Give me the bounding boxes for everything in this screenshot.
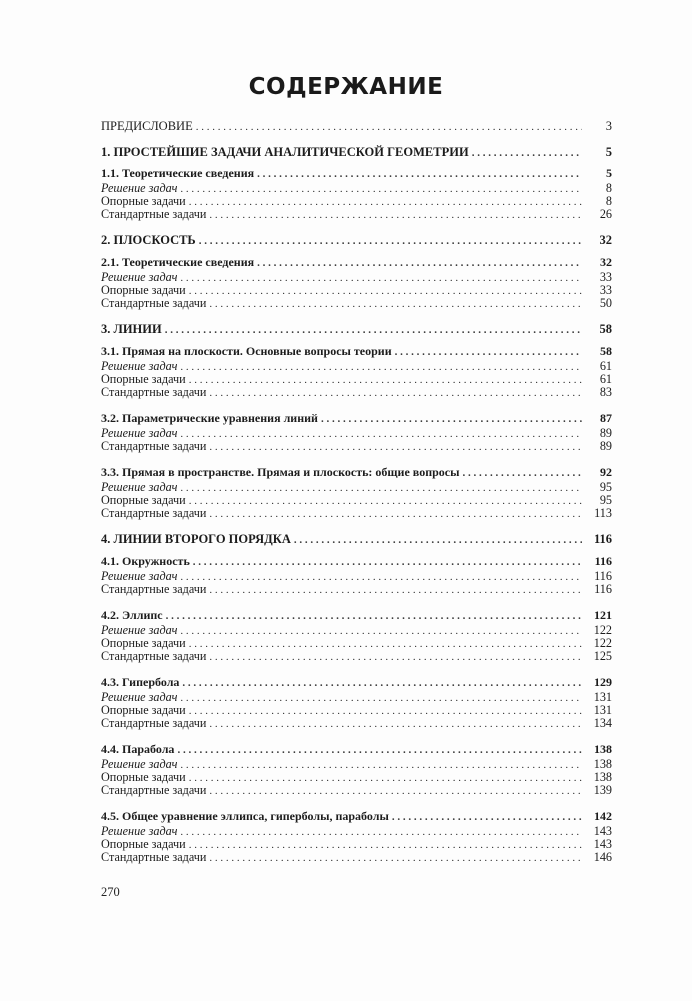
- toc-entry-page: 61: [599, 359, 612, 373]
- toc-entry-label: Опорные задачи: [101, 372, 186, 386]
- toc-entry-item: [101, 851, 612, 865]
- toc-entry-chapter: [101, 146, 612, 160]
- page-title: СОДЕРЖАНИЕ: [248, 74, 444, 100]
- dot-leader: [257, 257, 582, 270]
- toc-entry-item: [101, 717, 612, 731]
- toc-entry-page: 89: [599, 426, 612, 440]
- toc-entry-page: 142: [594, 809, 612, 823]
- dot-leader: [209, 298, 582, 311]
- toc-entry-page: 116: [594, 569, 612, 583]
- toc-entry-label: Опорные задачи: [101, 194, 186, 208]
- toc-entry-section: [101, 466, 612, 480]
- toc-entry-item: [101, 784, 612, 798]
- toc-entry-label: Решение задач: [101, 623, 178, 637]
- toc-entry-label: Стандартные задачи: [101, 439, 207, 453]
- toc-entry-label: Стандартные задачи: [101, 716, 207, 730]
- toc-entry-plain-top: [101, 120, 612, 134]
- dot-leader: [209, 651, 582, 664]
- toc-entry-page: 58: [599, 322, 612, 336]
- dot-leader: [392, 811, 582, 824]
- toc-entry-item: [101, 650, 612, 664]
- dot-leader: [196, 121, 582, 134]
- toc-entry-label: ПРЕДИСЛОВИЕ: [101, 119, 193, 133]
- toc-entry-label: Решение задач: [101, 569, 178, 583]
- dot-leader: [165, 324, 582, 337]
- toc-entry-page: 125: [593, 649, 612, 663]
- dot-leader: [294, 534, 582, 547]
- toc-entry-page: 143: [593, 837, 612, 851]
- toc-entry-page: 95: [599, 493, 612, 507]
- toc-entry-page: 5: [606, 166, 612, 180]
- page-number: 270: [101, 885, 120, 899]
- dot-leader: [209, 387, 582, 400]
- toc-entry-label: Опорные задачи: [101, 283, 186, 297]
- toc-entry-label: Решение задач: [101, 480, 178, 494]
- toc-entry-chapter: [101, 234, 612, 248]
- toc-entry-label: 2. ПЛОСКОСТЬ: [101, 233, 196, 247]
- toc-entry-label: Опорные задачи: [101, 636, 186, 650]
- toc-entry-page: 83: [599, 385, 612, 399]
- toc-entry-page: 92: [600, 465, 612, 479]
- toc-entry-section: [101, 810, 612, 824]
- toc-entry-page: 95: [599, 480, 612, 494]
- toc-entry-label: Стандартные задачи: [101, 296, 207, 310]
- toc-entry-page: 32: [600, 255, 612, 269]
- toc-entry-label: 1.1. Теоретические сведения: [101, 166, 255, 180]
- dot-leader: [209, 209, 582, 222]
- toc-entry-section: [101, 345, 612, 359]
- toc-entry-item: [101, 583, 612, 597]
- toc-entry-label: 4.2. Эллипс: [101, 608, 163, 622]
- dot-leader: [472, 147, 582, 160]
- toc-entry-label: 4.3. Гипербола: [101, 675, 180, 689]
- toc-entry-section: [101, 167, 612, 181]
- toc-entry-label: Решение задач: [101, 270, 178, 284]
- toc-entry-item: [101, 440, 612, 454]
- toc-entry-page: 89: [599, 439, 612, 453]
- toc-entry-label: Решение задач: [101, 426, 178, 440]
- toc-entry-page: 131: [593, 703, 612, 717]
- toc-entry-page: 116: [594, 582, 612, 596]
- toc-entry-page: 131: [593, 690, 612, 704]
- toc-entry-label: Стандартные задачи: [101, 506, 207, 520]
- toc-entry-page: 116: [593, 532, 612, 546]
- toc-entry-page: 121: [594, 608, 612, 622]
- toc-entry-label: Решение задач: [101, 181, 178, 195]
- dot-leader: [209, 584, 582, 597]
- toc-entry-section: [101, 743, 612, 757]
- toc-entry-item: [101, 507, 612, 521]
- toc-entry-section: [101, 609, 612, 623]
- toc-entry-page: 61: [599, 372, 612, 386]
- toc-entry-page: 3: [605, 119, 612, 133]
- dot-leader: [193, 556, 582, 569]
- toc-entry-label: 4.1. Окружность: [101, 554, 190, 568]
- toc-entry-label: Стандартные задачи: [101, 649, 207, 663]
- toc-entry-section: [101, 256, 612, 270]
- toc-entry-label: 3.3. Прямая в пространстве. Прямая и плоскость: общие вопросы: [101, 465, 460, 479]
- toc-entry-section: [101, 412, 612, 426]
- dot-leader: [177, 744, 582, 757]
- toc-entry-page: 116: [594, 554, 612, 568]
- toc-entry-chapter: [101, 533, 612, 547]
- toc-entry-page: 33: [599, 283, 612, 297]
- toc-entry-label: 1. ПРОСТЕЙШИЕ ЗАДАЧИ АНАЛИТИЧЕСКОЙ ГЕОМЕТРИИ: [101, 145, 469, 159]
- toc-entry-page: 138: [594, 742, 612, 756]
- toc-entry-label: Опорные задачи: [101, 703, 186, 717]
- dot-leader: [209, 508, 582, 521]
- toc-entry-label: 2.1. Теоретические сведения: [101, 255, 255, 269]
- dot-leader: [209, 785, 582, 798]
- toc-entry-label: Стандартные задачи: [101, 385, 207, 399]
- toc-entry-label: Стандартные задачи: [101, 850, 207, 864]
- toc-entry-page: 8: [605, 194, 612, 208]
- toc-entry-page: 87: [600, 411, 612, 425]
- toc-entry-chapter: [101, 323, 612, 337]
- dot-leader: [462, 467, 582, 480]
- toc-entry-page: 113: [594, 506, 612, 520]
- dot-leader: [321, 413, 582, 426]
- toc-entry-label: 4.5. Общее уравнение эллипса, гиперболы, параболы: [101, 809, 389, 823]
- toc-entry-label: 4. ЛИНИИ ВТОРОГО ПОРЯДКА: [101, 532, 291, 546]
- toc-entry-label: Опорные задачи: [101, 493, 186, 507]
- toc-entry-item: [101, 297, 612, 311]
- toc-entry-page: 32: [599, 233, 612, 247]
- toc-entry-label: 4.4. Парабола: [101, 742, 175, 756]
- toc-entry-page: 8: [605, 181, 612, 195]
- toc-entry-label: 3.2. Параметрические уравнения линий: [101, 411, 318, 425]
- toc-entry-page: 33: [599, 270, 612, 284]
- dot-leader: [166, 610, 582, 623]
- toc-entry-label: 3.1. Прямая на плоскости. Основные вопросы теории: [101, 344, 392, 358]
- toc-entry-label: 3. ЛИНИИ: [101, 322, 162, 336]
- toc-entry-page: 50: [599, 296, 612, 310]
- toc-entry-label: Решение задач: [101, 757, 178, 771]
- toc-entry-page: 143: [593, 824, 612, 838]
- toc-entry-page: 138: [593, 770, 612, 784]
- toc-entry-page: 5: [605, 145, 612, 159]
- toc-entry-page: 58: [600, 344, 612, 358]
- toc-entry-label: Решение задач: [101, 690, 178, 704]
- toc-entry-page: 146: [593, 850, 612, 864]
- dot-leader: [182, 677, 582, 690]
- dot-leader: [209, 852, 582, 865]
- toc-entry-label: Решение задач: [101, 359, 178, 373]
- dot-leader: [257, 168, 582, 181]
- dot-leader: [199, 235, 582, 248]
- toc-entry-page: 26: [599, 207, 612, 221]
- toc-entry-label: Стандартные задачи: [101, 582, 207, 596]
- toc-entry-item: [101, 386, 612, 400]
- toc-entry-page: 134: [593, 716, 612, 730]
- toc-entry-label: Опорные задачи: [101, 770, 186, 784]
- toc-entry-page: 122: [593, 623, 612, 637]
- toc-entry-section: [101, 676, 612, 690]
- toc-entry-label: Опорные задачи: [101, 837, 186, 851]
- toc-entry-label: Стандартные задачи: [101, 207, 207, 221]
- dot-leader: [395, 346, 582, 359]
- dot-leader: [209, 718, 582, 731]
- toc-entry-page: 139: [593, 783, 612, 797]
- toc-entry-page: 122: [593, 636, 612, 650]
- toc-entry-item: [101, 208, 612, 222]
- toc-entry-page: 138: [593, 757, 612, 771]
- toc-entry-page: 129: [594, 675, 612, 689]
- toc-entry-label: Решение задач: [101, 824, 178, 838]
- dot-leader: [209, 441, 582, 454]
- toc-entry-section: [101, 555, 612, 569]
- toc-entry-label: Стандартные задачи: [101, 783, 207, 797]
